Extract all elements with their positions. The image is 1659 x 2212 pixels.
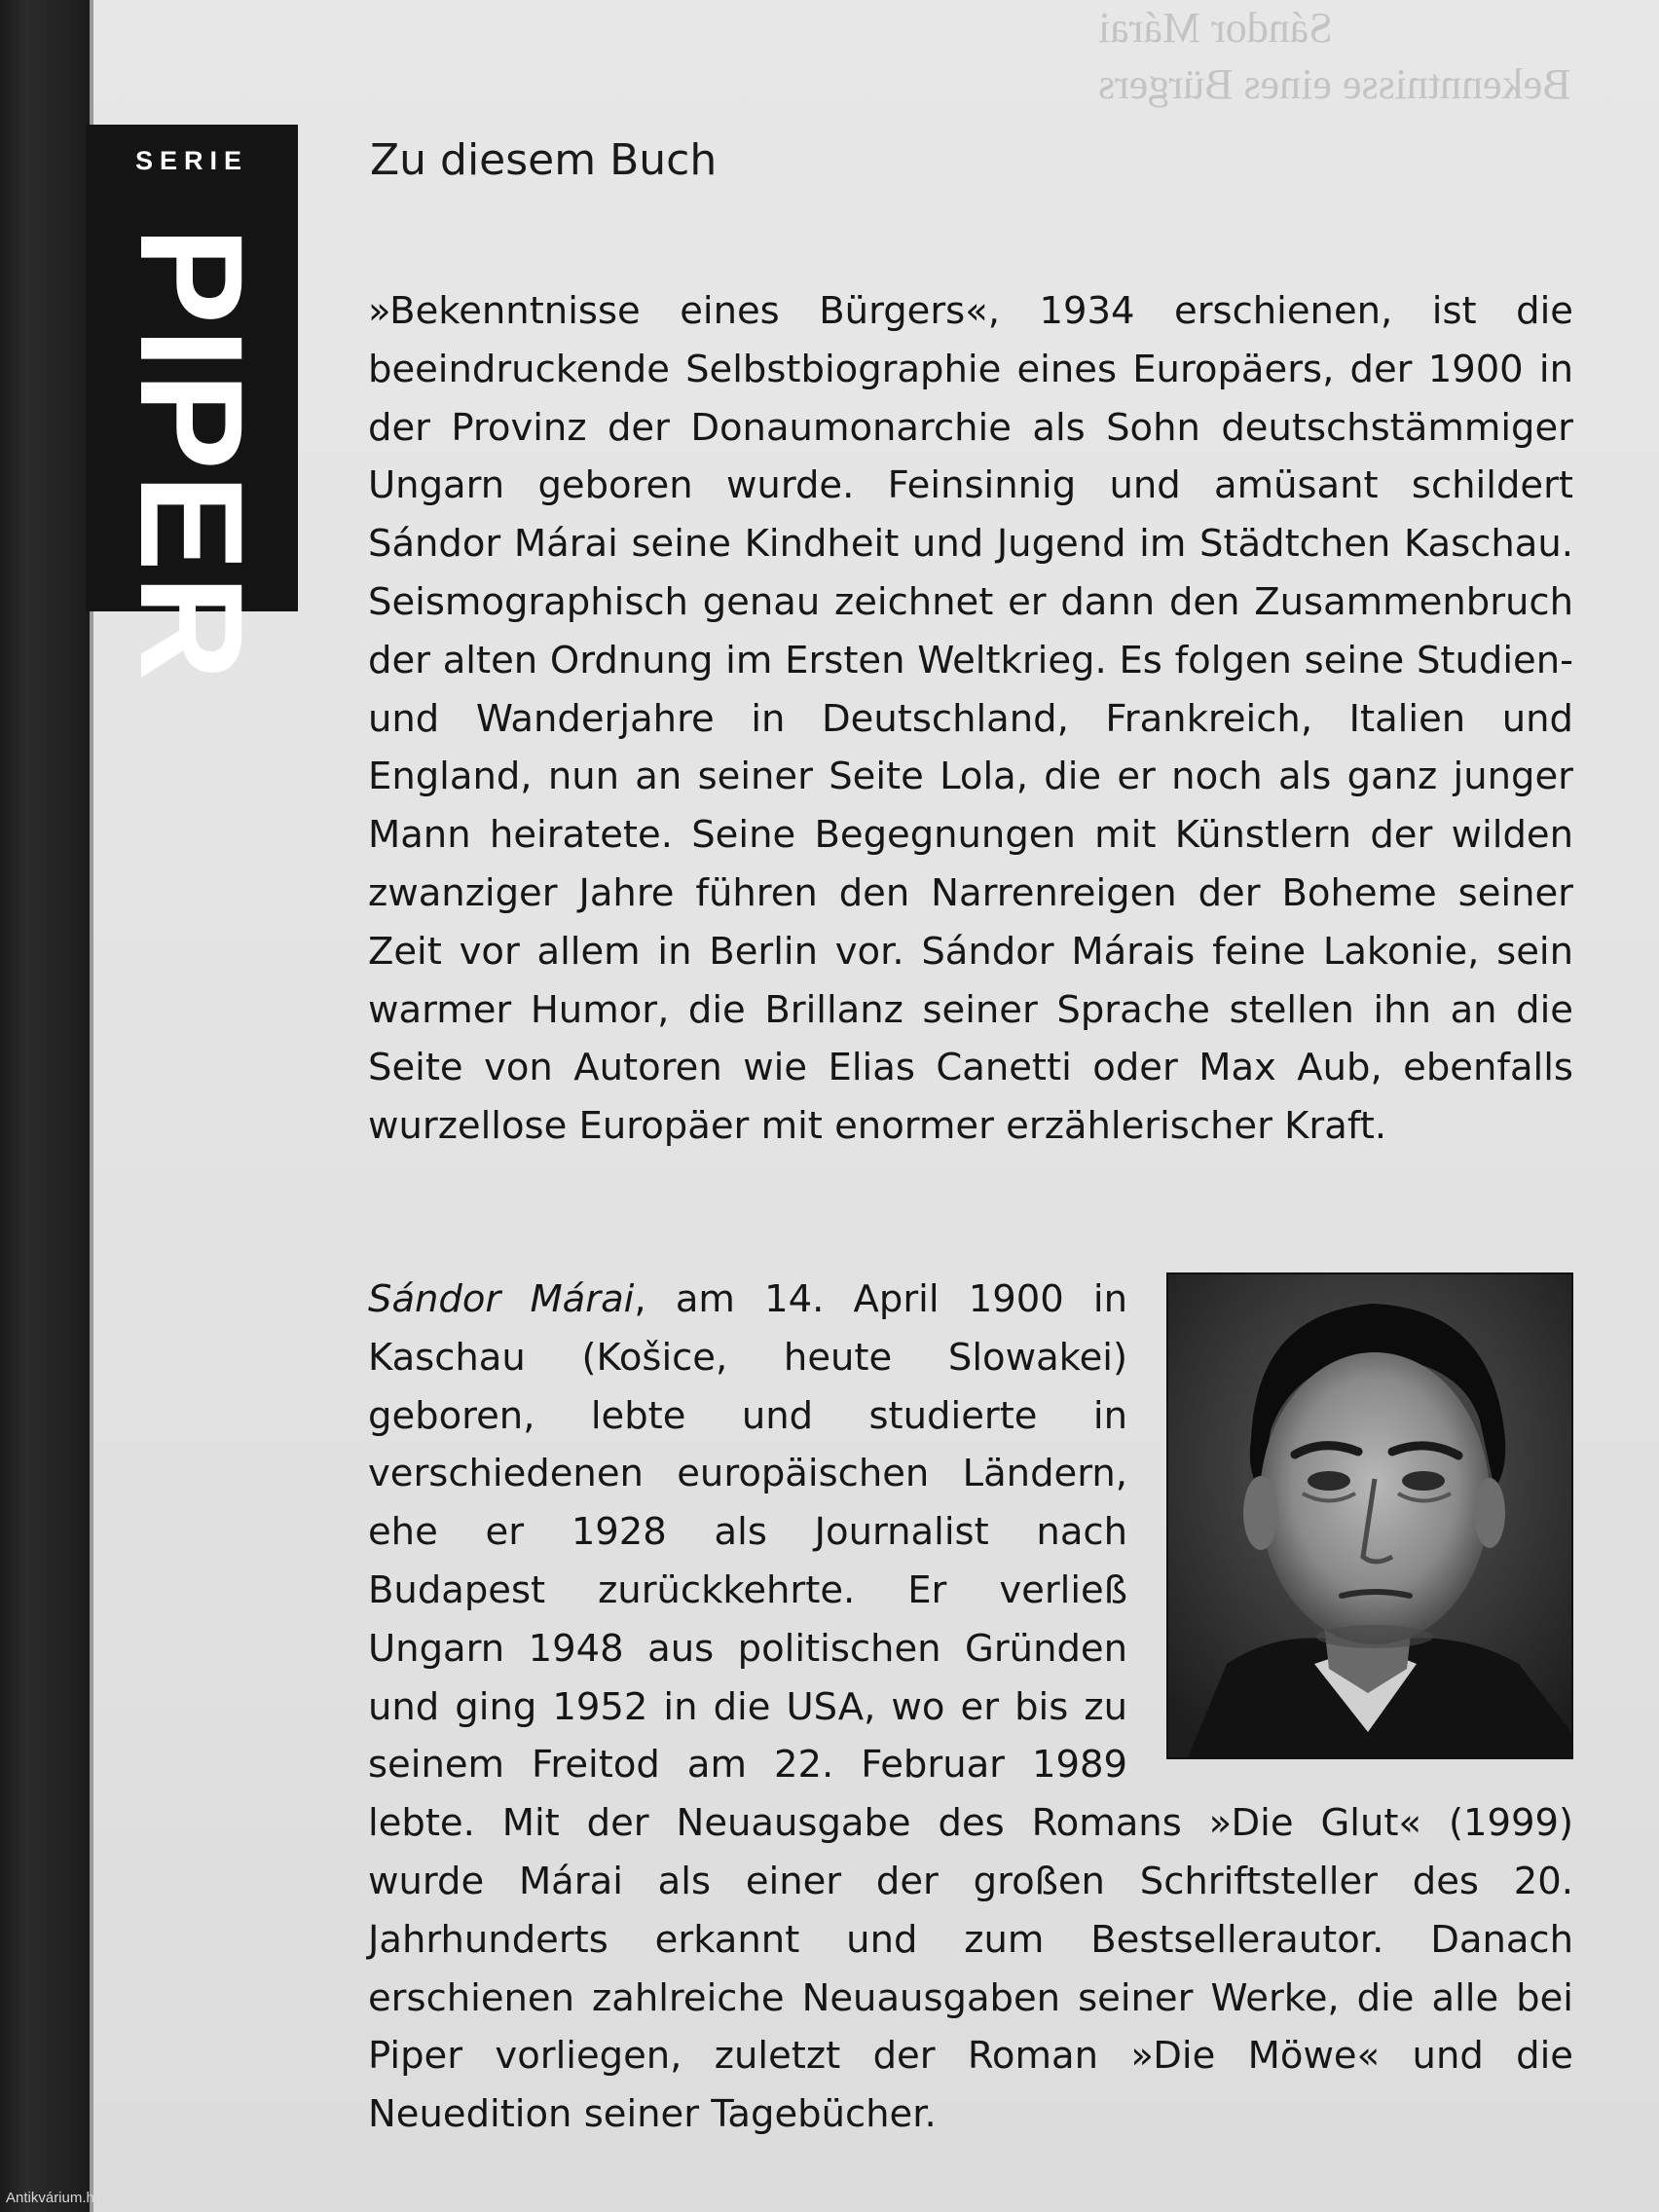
watermark: Antikvárium.hu: [6, 2190, 103, 2206]
book-spine-edge: [0, 0, 90, 2212]
author-name: Sándor Márai: [368, 1277, 635, 1321]
badge-brand-label: PIPER: [110, 226, 274, 685]
portrait-illustration: [1168, 1274, 1571, 1757]
page-heading: Zu diesem Buch: [370, 135, 718, 186]
ghost-line-2: Bekenntnisse eines Bürgers: [1098, 60, 1571, 108]
author-bio-paragraph: [368, 1271, 1573, 2144]
book-description-paragraph: »Bekenntnisse eines Bürgers«, 1934 erschienen, ist die beeindruckende Selbstbiographie eines Europäers, der 1900 in der Provinz der Donaumonarchie als Sohn deutschstämmiger Ungarn geboren wurde. Feinsinnig und amüsant schildert Sándor Márai seine Kindheit und Jugend im Städtchen Kaschau. Seismographisch genau zeichnet er dann den Zusammenbruch der alten Ordnung im Ersten Weltkrieg. Es folgen seine Studien- und Wanderjahre in Deutschland, Frankreich, Italien und England, nun an seiner Seite Lola, die er noch als ganz junger Mann heiratete. Seine Begegnungen mit Künstlern der wilden zwanziger Jahre führen den Narrenreigen der Boheme seiner Zeit vor allem in Berlin vor. Sándor Márais feine Lakonie, sein warmer Humor, die Brillanz seiner Sprache stellen ihn an die Seite von Autoren wie Elias Canetti oder Max Aub, ebenfalls wurzellose Europäer mit enormer erzählerischer Kraft.: [368, 289, 1573, 1149]
author-bio-text: , am 14. April 1900 in Kaschau (Košice, heute Slowakei) geboren, lebte und studierte in verschiedenen europäischen Ländern, ehe er 1928 als Journalist nach Budapest zurückkehrte. Er verließ Ungarn 1948 aus politischen Gründen und ging 1952 in die USA, wo er bis zu seinem Freitod am 22. Februar 1989 lebte. Mit der Neuausgabe des Romans »Die Glut« (1999) wurde Márai als einer der großen Schriftsteller des 20. Jahrhunderts erkannt und zum Bestsellerautor. Danach erschienen zahlreiche Neuausgaben seiner Werke, die alle bei Piper vorliegen, zuletzt der Roman »Die Möwe« und die Neuedition seiner Tagebücher.: [368, 1277, 1573, 2137]
badge-series-label: SERIE: [134, 146, 249, 175]
piper-series-badge: [86, 125, 298, 685]
facing-page-ghost-text: [1098, 0, 1571, 113]
ghost-line-1: Sándor Márai: [1098, 4, 1334, 52]
author-portrait-photo: [1166, 1272, 1573, 1759]
